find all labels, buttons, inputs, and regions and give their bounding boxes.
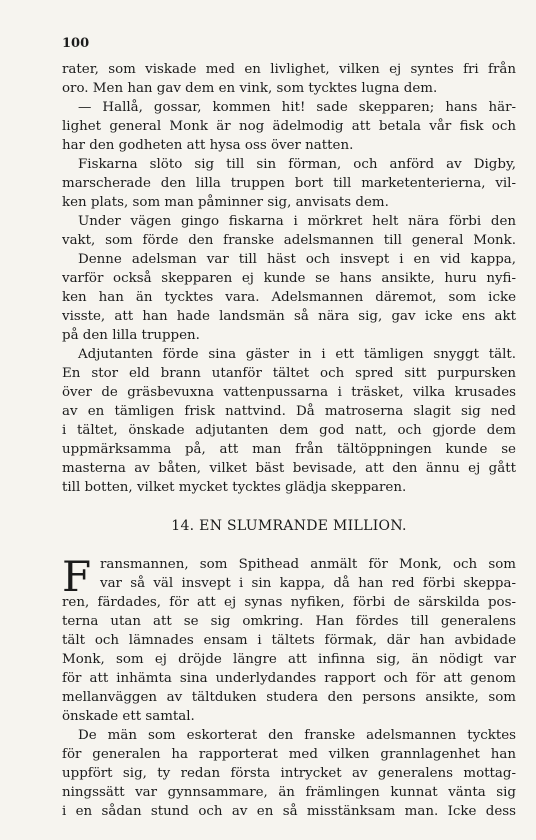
text-line: mellanväggen av tältduken studera den persons ansikte, som bbox=[62, 690, 516, 705]
text-line: oro. Men han gav dem en vink, som tycktes lugna dem. bbox=[62, 81, 438, 96]
dropcap-paragraph bbox=[62, 552, 516, 601]
text-line: Denne adelsman var till häst och insvept i en vid kappa, bbox=[78, 252, 516, 267]
text-line: Under vägen gingo fiskarna i mörkret helt nära förbi den bbox=[78, 214, 516, 229]
text-line: i tältet, önskade adjutanten dem god natt, och gjorde dem bbox=[62, 423, 516, 438]
text-line: rater, som viskade med en livlighet, vilken ej syntes fri från bbox=[62, 62, 516, 77]
text-line: masterna av båten, vilket bäst bevisade, att den ännu ej gått bbox=[62, 461, 516, 476]
text-line: Monk, som ej dröjde längre att infinna sig, än nödigt var bbox=[62, 652, 516, 667]
text-line: önskade ett samtal. bbox=[62, 709, 195, 724]
body-text bbox=[62, 60, 516, 821]
page-number: 100 bbox=[62, 36, 90, 51]
text-line: ransmannen, som Spithead anmält för Monk, och som bbox=[100, 557, 516, 572]
text-line: av en tämligen frisk nattvind. Då matroserna slagit sig ned bbox=[62, 404, 516, 419]
text-line: visste, att han hade landsmän så nära sig, gav icke ens akt bbox=[62, 309, 516, 324]
text-line: till botten, vilket mycket tycktes glädja skepparen. bbox=[62, 480, 407, 495]
text-line: ren, färdades, för att ej synas nyfiken, förbi de särskilda pos- bbox=[62, 595, 516, 610]
text-line: uppfört sig, ty redan första intrycket av generalens mottag- bbox=[62, 766, 516, 781]
text-line: uppmärksamma på, att man från tältöppningen kunde se bbox=[62, 442, 516, 457]
text-line: var så väl insvept i sin kappa, då han red förbi skeppa- bbox=[100, 576, 516, 591]
text-line: ken plats, som man påminner sig, anvisats dem. bbox=[62, 195, 389, 210]
text-line: lighet general Monk är nog ädelmodig att betala vår fisk och bbox=[62, 119, 516, 134]
text-line: ningssätt var gynnsammare, än främlingen kunnat vänta sig bbox=[62, 785, 516, 800]
text-line: — Hallå, gossar, kommen hit! sade skepparen; hans här- bbox=[78, 100, 516, 115]
text-line: för generalen ha rapporterat med vilken grannlagenhet han bbox=[62, 747, 516, 762]
text-line: varför också skepparen ej kunde se hans ansikte, huru nyfi- bbox=[62, 271, 516, 286]
chapter-heading: 14. EN SLUMRANDE MILLION. bbox=[171, 518, 407, 534]
text-line: terna utan att se sig omkring. Han fördes till generalens bbox=[62, 614, 516, 629]
text-line: ken han än tycktes vara. Adelsmannen däremot, som icke bbox=[62, 290, 516, 305]
text-line: De män som eskorterat den franske adelsmannen tycktes bbox=[78, 728, 516, 743]
text-line: marscherade den lilla truppen bort till marketenterierna, vil- bbox=[62, 176, 516, 191]
text-line: för att inhämta sina underlydandes rapport och för att genom bbox=[62, 671, 516, 686]
text-line: har den godheten att hysa oss över natten. bbox=[62, 138, 354, 153]
text-line: över de gräsbevuxna vattenpussarna i träsket, vilka krusades bbox=[62, 385, 516, 400]
text-line: på den lilla truppen. bbox=[62, 328, 200, 343]
drop-cap: F bbox=[62, 552, 92, 601]
text-line: vakt, som förde den franske adelsmannen till general Monk. bbox=[62, 233, 516, 248]
text-line: i en sådan stund och av en så misstänksam man. Icke dess bbox=[62, 804, 516, 819]
text-line: Fiskarna slöto sig till sin förman, och anförd av Digby, bbox=[78, 157, 516, 172]
text-line: tält och lämnades ensam i tältets förmak, där han avbidade bbox=[62, 633, 516, 648]
text-line: Adjutanten förde sina gäster in i ett tämligen snyggt tält. bbox=[78, 347, 516, 362]
text-line: En stor eld brann utanför tältet och spred sitt purpursken bbox=[62, 366, 516, 381]
